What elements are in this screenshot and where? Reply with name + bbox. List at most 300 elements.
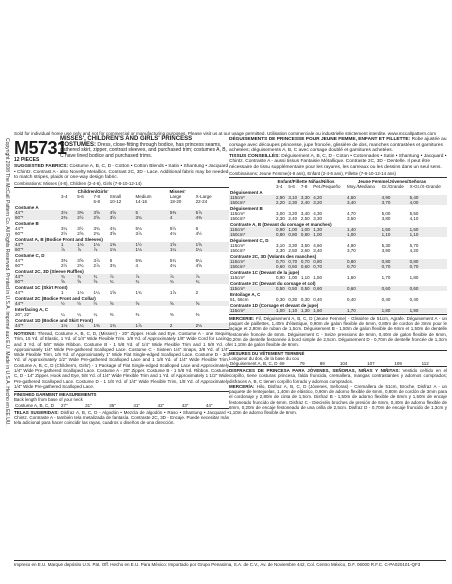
en-yardage-value: 1⅛ [92,242,108,247]
en-yardage-value: 1¼ [76,323,92,328]
en-yardage-value: 1⅛ [60,323,76,328]
en-yardage-value: 3¾ [134,215,168,220]
measurements-fr [229,350,447,367]
en-yardage-value: 1⅛ [77,289,84,295]
fr-yardage-value: 1,00 [275,308,287,313]
en-yardage-value: 6 [195,225,199,231]
fr-yardage-value: 2,20 [275,200,287,205]
en-yardage-value: ⅜ [169,311,174,317]
fr-yardage-value: 0,80 [346,259,381,264]
en-width-label: 44"* [14,323,60,328]
fr-section-label: Contraste 1C (Devant de la jupe) [230,269,300,275]
en-width-label: 20", 22" [15,311,31,317]
en-size-cell: 6-8 [93,198,100,204]
en-yardage-value: 5 [109,257,113,263]
en-section-label: Costume A [15,204,39,210]
en-yardage-value: 4 [169,215,195,220]
pattern-description [60,137,229,159]
fr-section-label: Contraste 2C, 3D (Volants des manches) [230,253,317,259]
en-yardage-value: 1½ [134,242,168,247]
en-width-label: 60"* [14,215,60,220]
fr-width-label: 150cm* [230,215,246,221]
en-section-label: Contrast 1D (Bodice and Skirt Front) [15,317,94,323]
en-section-label: Contrast 2C, 3D (Sleeve Ruffles) [15,268,84,274]
en-yardage-value: 1⅜ [109,242,135,247]
fr-section-label: Déguisement B [230,205,263,211]
en-size-cell: Large [169,193,182,199]
en-yardage-value: ½ [76,301,92,306]
en-width-label: 60"* [15,230,24,236]
fr-yardage-value: 0,80 [300,232,312,237]
fr-yardage-value: 5,30 [381,242,391,248]
en-yardage-value: 3½ [77,225,84,231]
en-yardage-value: ⅜ [195,311,200,317]
en-yardage-value: 1⅛ [134,247,168,252]
en-yardage-value: ⅝ [195,301,229,306]
en-measure-size-cell: 41" [133,402,141,408]
fr-yardage-row [229,308,447,313]
en-yardage-value: ¾ [134,279,168,284]
fr-yardage-value: 1,50 [313,274,323,280]
fr-yardage-value: 0,90 [275,227,287,232]
fr-yardage-value: 0,80 [312,259,346,264]
fr-yardage-value: 1,00 [288,274,298,280]
fr-yardage-value: 4,20 [312,195,346,200]
pattern-desc-text: Dress, close-fitting through bodice, has princess seams, gathered skirt, zipper, contrast sleeves, and purchased trim; costumes A, B, C have lined bodice and purchased trims. [60,141,228,159]
measurements-label: FINISHED GARMENT MEASUREMENTS [14,392,97,398]
fr-yardage-value: 2,40 [288,215,298,221]
en-yardage-value: 5½ [169,225,177,231]
en-yardage-value: 5⅛ [135,225,142,231]
fr-yardage-value: 3,10 [276,242,285,248]
fr-measure-size-cell: 69 [279,360,285,366]
en-section-label: Interfacing A, C [15,306,49,312]
fr-width-label: 51, 56cm [230,296,249,302]
fr-enfant-heading: Enfant/Fillette Niñas/Niños [277,178,335,184]
en-width-label: 44"* [14,210,60,215]
en-yardage-value: 1⅝ [195,242,229,247]
fr-size-cell: 7-8 [300,183,308,189]
fr-yardage-value: 3,90 [381,247,391,253]
en-yardage-value: 4¾ [109,225,116,231]
en-yardage-value: 3¼ [61,225,68,231]
pieces-count: 12 PIECES [14,157,40,163]
en-yardage-value: 2⅞ [93,262,100,268]
fr-yardage-value: 2,50 [288,247,298,253]
fr-yardage-value: 0,70 [300,259,312,264]
fr-yardage-value: 0,60 [300,264,312,269]
en-yardage-value: 5⅜ [135,257,142,263]
fr-width-label: 150cm* [229,232,275,237]
fr-width-label: 115cm* [229,286,275,291]
en-yardage-value: ¾ [92,274,108,279]
fr-fabrics [229,154,447,171]
en-yardage-value: 3⅞ [135,230,142,236]
fr-width-label: 115cm* [229,195,275,200]
combinations: Combinations: Misses (4-8), Children (2-4-6), Girls (7-8-10-12-14) [14,180,142,186]
fr-yardage-value: 5,40 [409,195,447,200]
en-yardage-value: 5⅞ [195,210,229,215]
en-size-cell: 7-8 [93,193,100,199]
fr-yardage-value: 1,70 [381,274,391,280]
fr-size-cell: Moy./Mediano [347,183,375,189]
fabrics-text: Costume A, B, C, D - Cotton • Cotton Blends • Satin • Shantung • Jacquard • Chintz. Contrast A - also Novelty Metallics. Contrast 2C, 3D - Lace. Additional fabric may be needed to match stripes, plaids or one-way design fabric. [14,164,229,181]
fr-yardage-value: 2,50 [300,215,310,221]
en-size-cell: Medium [135,193,152,199]
en-yardage-value: ¾ [76,274,92,279]
en-yardage-value: ¾ [169,279,195,284]
copyright-text: Copyright 2008 The McCall Pattern Co. All Rights Reserved. Printed in U.S.A. Imprimé aux E.U. Made in U.S.A. Hecho en EE.UU. [4,138,10,426]
en-yardage-value: 2¾ [77,262,84,268]
fr-yardage-value: 0,30 [288,296,298,302]
fr-yardage-value: 2,60 [300,247,310,253]
fr-yardage-value: 2,40 [300,200,312,205]
en-width-label: 60"* [14,247,60,252]
fr-size-cell: X-Gr./X-Grande [409,183,441,189]
fr-fabrics-label: TISSUS CONSEILLÉS: [229,153,280,159]
en-yardage-value: 5 [134,210,168,215]
en-yardage-value: 3⅝ [109,230,116,236]
fr-notions-text: Fil, Déguisement A, B, C, D (Jeune Femme) - Glissière de 51cm, Agrafe. Déguisement A - un paquet de paillettes, 1,40m d'élastique, 0,90m de galon flexible de 6mm, 0,80m de cordon de 3mm pour le laçage et 2,80m de ruban de 1,5cm. Déguisement B - 1,50m de galon flexible de 6mm et 1,50m de dentelle festonnée froncée de 6mm. Déguisement C - Seize pressions de 6mm, 0,40m de galon flexible de 6mm, 0,20m de dentelle festonnée à bord simple de 2,5cm. Déguisement D - 0,70m de dentelle froncée de 1,3cm et 1,10m de galon flexible de 6mm. [229,315,447,348]
fr-yardage-value: 3,30 [313,215,323,221]
import-notice: Impreso en E.U. Marque depósito U.S. Pat. Off. Hecho en E.U. Para México: Importado por Grupo Penasima, S.A. de C.V., Av. de Noviembre 442, Col. Centro México, D.F. 06000 R.F.C. C-PA020101-QF3 [14,560,446,567]
fr-yardage-value: 3,20 [288,210,298,216]
en-yardage-value: ⅞ [60,247,76,252]
en-yardage-value: 1⅜ [92,323,108,328]
fr-section-label: Contraste A, B (Devant du corsage et manches) [230,221,332,227]
en-yardage-value: 4¼ [169,262,177,268]
en-yardage-value: 2 [169,323,195,328]
fr-notions-label: MERCERIE: [229,315,255,321]
en-yardage-value: 3⅜ [61,257,68,263]
fr-measure-size-cell: 79 [299,360,305,366]
fr-fabrics-text: Déguisement A, B, C, D - Coton • Cotonnades • Satin • Shantung • Jacquard • Chintz. Contraste A - aussi tissus Fantaisie Métallique. Contraste 2C, 3D - Dentelle. Il peut être nécessaire de tissu supplémentaire pour les rayures, les carreaux ou les dessins dans un seul sens. [229,153,447,170]
fr-yardage-value: 0,70 [312,264,346,269]
en-yardage-value: ⅝ [60,279,76,284]
fr-title: DÉGUISEMENTS DE PRINCESSE POUR JEUNE FEMME, ENFANT ET FILLETTE: [229,137,411,142]
fr-yardage-value: 0,40 [409,296,419,302]
fr-yardage-value: 0,50 [287,286,299,291]
en-yardage-value: 2⅛ [195,323,229,328]
en-yardage-value: 4⅝ [195,262,202,268]
en-size-cell: Small [109,193,121,199]
pattern-number: M5731 [14,138,67,158]
en-yardage-value: 3½ [109,215,135,220]
fr-combinations: Combinaisons: Jeune Femme(4-8 ans), Enfant (2-4-6 ans), Fillette (7-8-10-12-14 ans) [229,170,396,176]
fr-width-label: 115cm* [229,259,275,264]
en-size-cell: 5-6 [77,193,84,199]
fr-size-cell: Gr./Grande [381,183,404,189]
fr-yardage-value: 1,40 [346,227,381,232]
fr-section-label: Déguisement C, D [230,237,269,243]
fr-measure-size-row [229,361,447,366]
fr-yardage-value: 1,50 [381,227,409,232]
fr-yardage-value: 3,80 [381,215,391,221]
en-yardage-value: ½ [60,301,76,306]
en-yardage-value: ¾ [195,279,229,284]
en-size-cell: 18-20 [169,198,182,204]
en-yardage-value: 4 [135,262,138,268]
en-measure-size-cell: 35" [109,402,116,408]
notions-fr [229,316,447,348]
en-yardage-value: 1⅛ [109,247,135,252]
fr-yardage-value: 0,80 [381,259,409,264]
en-yardage-value: ⅞ [76,247,92,252]
es-notions-text: Hilo, Disfraz A, B, C, D (Jóvenes, Señoras) - Cremallera de 51cm, Broche. Disfraz A - un paquete de lentejuelas, 1,40m de elástico, 0,90m de adorno flexible de 6mm, 0,80m de cordón de 3mm para el cordonaje y 2,80m de cinta de 1,5cm. Disfraz B - 1,50m de adorno flexible de 6mm y 1,50m de encaje festoneado fruncido de 6mm. Disfraz C - Dieciséis broches de presión de 6mm, 0,40m de adorno flexible de 6mm, 0,20m de encaje festoneado de una orilla de 2,5cm. Disfraz D - 0,70m de encaje fruncido de 1,3cm y 1,10m de adorno flexible de 6mm. [229,383,447,416]
fr-yardage-value: 0,70 [381,264,409,269]
suggested-fabrics [14,164,229,181]
en-measure-size-cell: 44" [205,402,213,408]
copyright-side-strip [2,138,12,438]
fr-width-label: 115cm* [229,227,275,232]
en-yardage-value: ⅝ [109,301,135,306]
fr-yardage-value: 4,60 [346,195,381,200]
en-yardage-value: 3⅞ [93,257,100,263]
fr-width-label: 150cm* [229,200,275,205]
fr-yardage-value: 3,40 [300,210,310,216]
en-yardage-value: ⅞ [92,247,108,252]
fr-yardage-value: 1,80 [381,308,409,313]
es-desc: Vestido ceñido en el corpiño, tiene costuras princesa, falda fruncida, cremallera, mangas contrastantes y adornos comprados; disfraces A, B, C tienen corpiño forrado y adornos comprados. [229,367,447,384]
fr-yardage-value: 4,90 [347,242,356,248]
en-measure-size-cell: 31" [85,402,92,408]
en-size-cell: 14-16 [135,198,147,204]
fr-yardage-value: 4,20 [409,247,419,253]
en-measure-size-cell: 27" [61,402,68,408]
fr-yardage-value: 0,50 [300,286,312,291]
fr-yardage-value: 1,30 [300,308,312,313]
en-width-label: 60"* [14,279,60,284]
en-yardage-value: ⅝ [169,301,195,306]
en-yardage-value: 4⅜ [195,215,229,220]
fr-yardage-value: 4,30 [313,210,323,216]
en-section-label: Contrast A, B (Bodice Front and Sleeves) [15,236,103,242]
en-yardage-value: 4½ [195,230,202,236]
fr-width-label: 150cm* [229,264,275,269]
fr-yardage-value: 0,70 [287,259,299,264]
fr-yardage-value: 3,70 [347,247,356,253]
fr-yardage-value: 1,00 [287,227,299,232]
tela-text: Disfraz A, B, C, D - Algodón • Mezcla de algodón • Raso • Shantung • Jacquard • Chintz. Contraste A - también tela metalizada de fantasía. Contraste 2C, 3D - Encaje. Puede necesitar más tela adicional para hacer coincidir las rayas, cuadros o diseños de una dirección. [14,409,229,426]
french-spanish-column [229,137,447,416]
fr-yardage-value: 4,60 [313,242,323,248]
fr-width-label: 115cm* [230,242,245,248]
en-yardage-value: 5⅜ [169,210,195,215]
en-yardage-value: ⅜ [109,311,114,317]
fr-yardage-value: 0,80 [409,259,447,264]
fr-yardage-value: 3,10 [287,195,299,200]
fr-yardage-value: 0,40 [347,296,356,302]
fabrics-label: SUGGESTED FABRICS: [14,164,69,169]
fr-measure-size-cell: 89 [319,360,325,366]
fr-width-label: 115cm* [230,210,245,216]
en-yardage-value: 2½ [76,215,92,220]
pattern-number-box [14,137,67,163]
en-yardage-value: 1⅞ [169,289,177,295]
en-section-label: Costume C, D [15,252,45,258]
en-width-label: 44"* [15,257,24,263]
fr-section-label: Contraste 1D (Corsage et devant de jupe) [230,302,319,308]
notions-text: Thread, Costume A, B, C, D, (Misses') - 20" Zipper. Hook and Eye. Costume A - one Sequin Trim, 15 Yd. of Elastic, 1 Yd. of 1/4" Wide Flexible Trim. 1/8 Yd. of Approximately 1/8" Wide Cord for Lacing and 3 Yd. of 5/8" Wide Ribbon. Costume B - 1 5/8 Yd. of 1/4" Wide Flexible Trim and 1 5/8 Yd. of Approximately 1/4" Wide Pre-gathered Scalloped Lace. Costume C - Sixteen 1/4" Snaps, 3/8 Yd. of 1/4" Wide Flexible Trim, 1/8 Yd. of Approximately 1" Wide Flat Single-edged Scalloped Lace. Costume D - 3/4 Yd. of Approximately 1/2" Wide Pre-gathered Scalloped Lace and 1 1/8 Yd. of 1/4" Wide Flexible Trim. [14,330,229,363]
fr-section-label: Déguisement A [230,189,263,195]
fr-yardage-value: 5,70 [409,242,419,248]
fr-yardage-value: 0,60 [381,286,409,291]
fr-size-cell: 3-4 [276,183,283,189]
fr-size-cell: Pet./Pequeño [313,183,341,189]
fr-yardage-value: 2,90 [275,195,287,200]
en-section-label: Contrast 1C (Skirt Front) [15,284,68,290]
fr-measure-size-cell: 112 [421,360,429,366]
fr-section-label: Contraste 2C (Devant du corsage et col) [230,280,316,286]
en-width-label: 44"* [15,289,24,295]
fr-yardage-value: 0,70 [346,264,381,269]
en-yardage-value: 3⅛ [60,210,76,215]
fr-yardage-value: 1,10 [409,232,447,237]
en-yardage-value: ⅝ [76,279,92,284]
fr-header [229,137,447,154]
en-yardage-value: 1⅞ [134,323,168,328]
en-yardage-value: ¼ [77,311,81,317]
en-yardage-value: 1¼ [195,247,229,252]
notions-label: NOTIONS: [14,330,36,336]
english-column [14,137,229,426]
en-section-label: Contrast 2C (Bodice Front and Collar) [15,295,96,301]
en-yardage-value: 1⅝ [169,242,195,247]
fr-yardage-value: 3,40 [313,247,323,253]
fr-yardage-value: 4,70 [347,210,356,216]
en-yardage-value: ¾ [60,274,76,279]
tela-label: TELAS SUGERIDAS: [14,409,59,415]
en-width-label: 44"* [14,274,60,279]
fr-yardage-value: 4,00 [409,200,447,205]
en-yardage-value: ¼ [93,311,98,317]
en-yardage-value: 2⅝ [77,230,84,236]
fr-yardage-value: 1,00 [346,232,381,237]
fr-yardage-value: 0,60 [346,286,381,291]
en-yardage-value: ⅜ [135,311,140,317]
fr-section-label: Entoilage A, C [230,291,261,297]
notions-en [14,331,229,389]
en-measure-size-cell: 42" [157,402,165,408]
measurements-sub: Back length from base of your neck [14,397,83,403]
fr-yardage-value: 0,80 [275,232,287,237]
es-description [229,368,447,384]
en-yardage-value: ⅝ [134,301,168,306]
en-yardage-value: 2⅝ [92,215,108,220]
fr-yardage-value: 0,60 [312,286,346,291]
fr-yardage-value: 0,40 [381,296,391,302]
fr-yardage-value: 3,20 [312,200,346,205]
en-section-label: Costume B [15,220,39,226]
fr-measure-size-cell: 104 [339,360,348,366]
en-yardage-value: 1⅝ [109,289,116,295]
en-yardage-value: 3⅜ [76,210,92,215]
en-measure-size-row [14,403,229,408]
fr-yardage-value: 1,60 [312,308,346,313]
fr-width-label: 115cm* [229,308,275,313]
en-width-label: 44"* [14,242,60,247]
en-yardage-value: 6¼ [195,257,202,263]
notions-text-2: Costume A, B, C, D (Children's, Girls') - 1 Package of Flat Single-edged Scalloped Lace and Approximately 1/4" Wide Pre-gathered Scalloped Lace. Costume A - 20" Zipper. Costume B - 1 5/8 Yd. Ribbon. Costume C, D - 14" Zipper. Hook and Eye, 5/8 Yd. of 1/4" Wide Flexible Trim and 1 Yd. of Approximately 1 1/2" Wide Pre-gathered Scalloped Lace. Costume D - 1 1/8 Yd. of 1/4" Wide Flexible Trim, 1/8 Yd. of Approximately 1/4" Wide Pre-gathered Scalloped Lace. [14,362,229,389]
es-notions-label: MERCERÍA: [229,383,255,389]
fr-yardage-value: 0,70 [275,259,287,264]
fr-yardage-value: 0,60 [275,264,287,269]
fr-yardage-value: 1,00 [312,232,346,237]
en-yardage-value: 2⅜ [60,215,76,220]
fr-yardage-value: 0,60 [409,286,447,291]
en-yardage-value: 3¾ [109,262,116,268]
yardage-table-en [14,194,229,328]
fr-yardage-value: 1,50 [409,227,447,232]
fr-measure-label: MESURES DU VÊTEMENT TERMINÉ [229,350,305,356]
fr-yardage-value: 3,40 [346,200,381,205]
fr-yardage-value: 1,10 [287,308,299,313]
en-yardage-value: 1¼ [169,247,195,252]
fr-yardage-value: 3,00 [276,210,285,216]
fr-width-label: 150cm* [230,247,246,253]
en-size-cell: 22-24 [195,198,208,204]
en-width-label: 44"* [14,301,60,306]
yardage-table-fr [229,184,447,313]
en-yardage-value: 1¾ [109,323,135,328]
fr-yardage-value: 1,30 [312,227,346,232]
en-yardage-value: 1¾ [135,289,142,295]
fr-yardage-value: 4,10 [409,215,419,221]
en-yardage-value: ⅞ [109,274,135,279]
pattern-title: MISSES', CHILDREN'S AND GIRLS' PRINCESS COSTUMES: [60,136,193,148]
fr-yardage-value: 3,30 [288,242,298,248]
fr-size-cell: 5-6 [288,183,295,189]
fr-measure-size-cell: 109 [394,360,402,366]
en-size-cell: 10-12 [109,198,122,204]
fr-desc: Robe ajustée au corsage avec découpes princesse, jupe froncée, glissière de dos, manches contrastées et garnitures achetées; déguisements A, B, C avec corsage doublé et garnitures achetées. [229,137,447,154]
en-yardage-value: 1 [61,289,64,295]
fr-yardage-value: 0,70 [409,264,447,269]
usage-note: Sold for individual home use only and not for commercial or manufacturing purposes. Please visit us at our usage permitted. Utilisation commerciale ou industrielle strictement interdite. www.mccallpattern.com [14,131,437,136]
en-width-label: 60"* [15,262,24,268]
fr-yardage-value: 3,30 [300,195,312,200]
en-yardage-value: 1 [60,242,76,247]
fr-measure-sub: Longueur du dos, de la base du cou [229,355,300,361]
fr-yardage-value: 1,80 [409,274,419,280]
en-yardage-value: 2½ [61,230,68,236]
en-yardage-value: ⅞ [195,274,229,279]
en-yardage-value: ⅞ [134,274,168,279]
fr-yardage-value: 1,70 [346,308,381,313]
en-yardage-value: 3⅝ [77,257,84,263]
fr-yardage-value: 1,10 [300,274,310,280]
en-yardage-value: 3¾ [93,225,100,231]
fr-yardage-value: 5,00 [381,210,391,216]
en-yardage-value: ⅝ [92,279,108,284]
en-yardage-value: 4⅝ [109,210,135,215]
measurements-en [14,391,229,408]
fr-yardage-value: 5,50 [409,210,419,216]
en-yardage-value: 4⅛ [169,230,177,236]
fr-yardage-value: 0,60 [287,264,299,269]
fr-yardage-value: 4,90 [381,195,409,200]
en-yardage-value: 1⅛ [76,242,92,247]
en-yardage-value: 2½ [61,262,68,268]
fr-yardage-value: 0,50 [275,286,287,291]
fr-yardage-value: 1,90 [409,308,447,313]
fr-yardage-value: 1,10 [381,232,409,237]
fr-yardage-value: 0,80 [287,232,299,237]
en-size-cell: X-Large [195,193,212,199]
fr-jf-heading: Jeune Femme/Jóvenes/Señoras [357,178,427,184]
en-yardage-value: ⅞ [169,274,195,279]
fr-yardage-value: 3,70 [381,200,409,205]
